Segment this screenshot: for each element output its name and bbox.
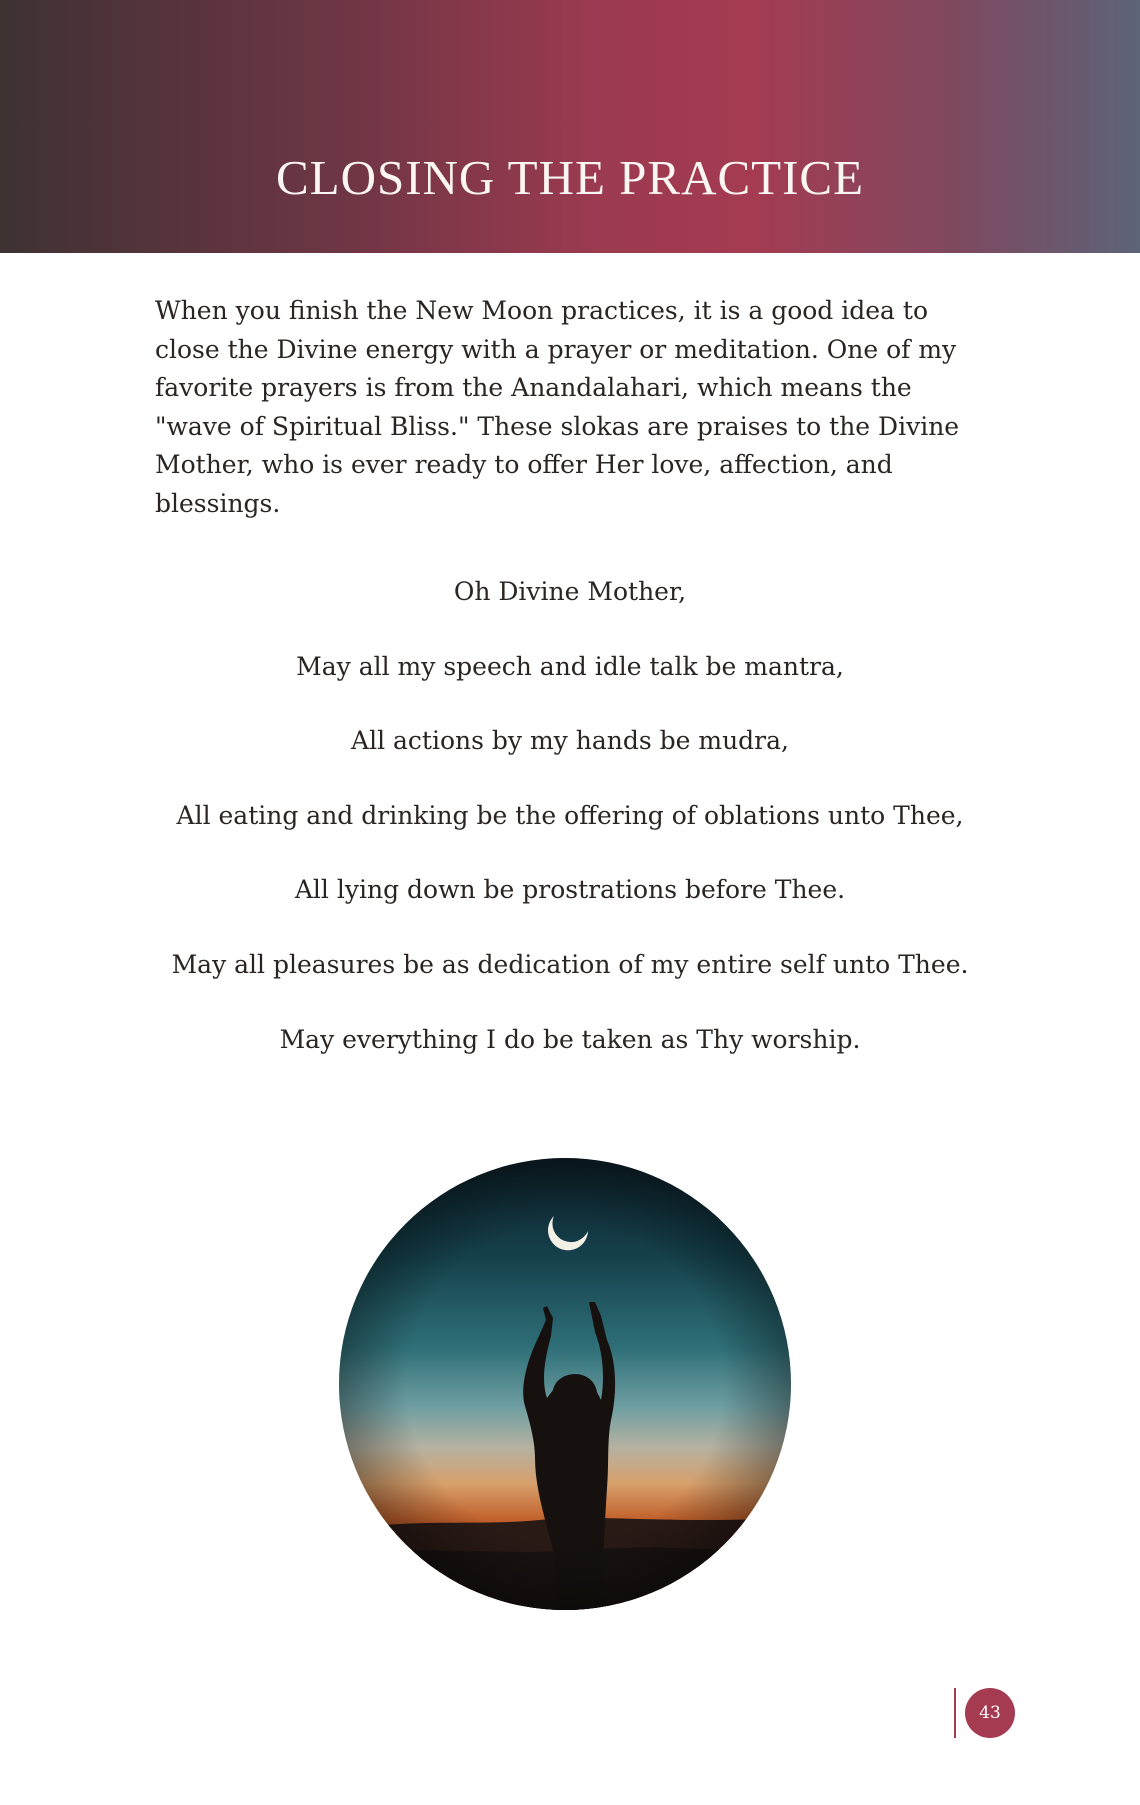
page-number-badge: 43 [965, 1688, 1015, 1738]
prayer-line: May all pleasures be as dedication of my entire self unto Thee. [171, 949, 969, 979]
page-title: CLOSING THE PRACTICE [275, 150, 865, 205]
prayer-line: All lying down be prostrations before Thee. [294, 875, 846, 905]
header-banner [0, 0, 1140, 253]
prayer-text [140, 578, 1000, 1100]
page-number-divider [954, 1688, 956, 1738]
prayer-line: May all my speech and idle talk be mantra, [296, 651, 844, 681]
photo-illustration [339, 1158, 791, 1610]
prayer-line: All eating and drinking be the offering of oblations unto Thee, [176, 800, 964, 830]
prayer-line: All actions by my hands be mudra, [351, 726, 789, 756]
prayer-line: Oh Divine Mother, [453, 577, 687, 606]
prayer-line: May everything I do be taken as Thy worship. [279, 1024, 861, 1054]
moon-silhouette-photo [339, 1158, 791, 1610]
intro-paragraph: When you finish the New Moon practices, it is a good idea to close the Divine energy with a prayer or meditation. One of my favorite prayers is from the Anandalahari, which means the "wave of Spiritual Bliss." These slokas are praises to the Divine Mother, who is ever ready to offer Her love, affection, and blessings. [155, 296, 960, 518]
